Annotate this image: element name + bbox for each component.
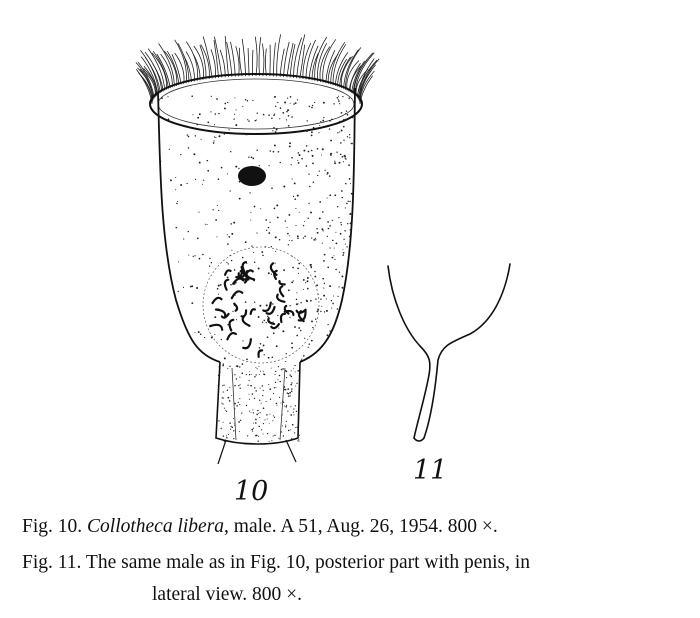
corona-inner bbox=[158, 79, 354, 129]
body-stipple bbox=[160, 95, 357, 362]
eyespot bbox=[238, 166, 266, 186]
caption-fig11-line1: Fig. 11. The same male as in Fig. 10, posterior part with penis, in bbox=[22, 552, 531, 573]
bristle-right bbox=[286, 440, 296, 462]
species-name: Collotheca libera bbox=[87, 516, 225, 537]
figure-11-number: 11 bbox=[413, 455, 448, 486]
penis-tip bbox=[414, 438, 424, 441]
foot-line-right bbox=[280, 368, 285, 440]
caption-fig10 bbox=[22, 516, 498, 538]
foot-outline bbox=[216, 362, 300, 444]
corona-rim bbox=[150, 74, 362, 134]
bristle-left bbox=[218, 440, 226, 464]
caption-fig11-line2: lateral view. 800 ×. bbox=[152, 584, 302, 605]
spermatozoa bbox=[210, 262, 305, 357]
fig10-drawing bbox=[136, 34, 379, 464]
posterior-outline-right bbox=[424, 264, 510, 438]
fig11-drawing bbox=[388, 264, 510, 441]
caption-fig10-prefix: Fig. 10. bbox=[22, 516, 88, 537]
caption-fig10-rest: , male. A 51, Aug. 26, 1954. 800 ×. bbox=[224, 516, 498, 537]
figure-10-number: 10 bbox=[234, 476, 269, 507]
posterior-outline-left bbox=[388, 266, 430, 438]
corona-cilia bbox=[136, 34, 379, 104]
foot-stipple bbox=[218, 363, 301, 442]
